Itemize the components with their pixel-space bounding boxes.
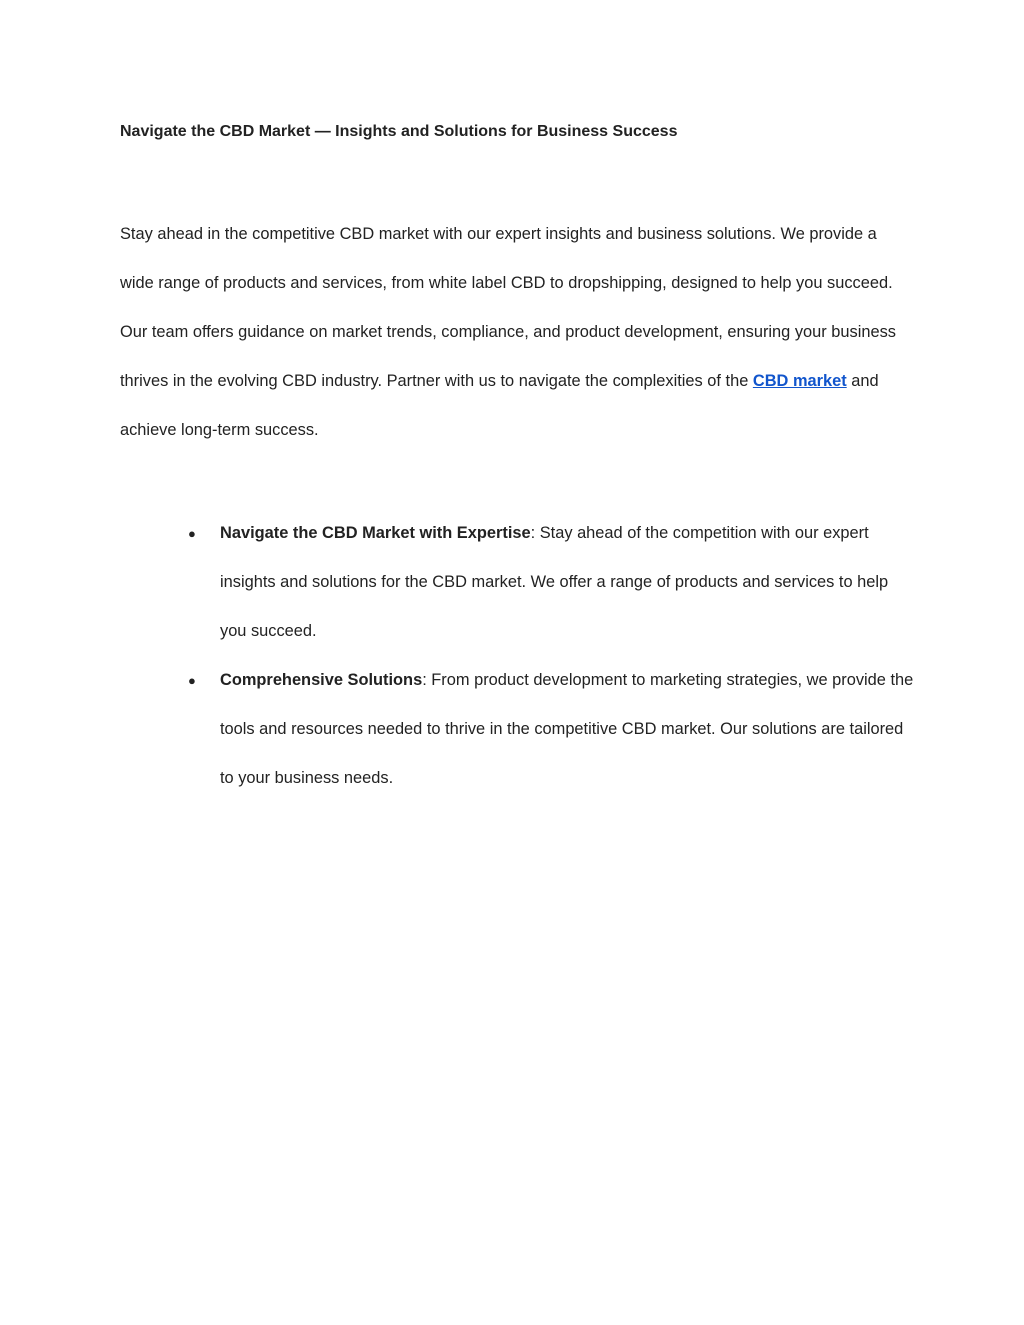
bullet-term: Comprehensive Solutions [220,671,423,689]
bullet-text: : Stay ahead of the competition with our expert insights and solutions for the CBD market. We offer a range of products and services to help you succeed. [220,524,889,640]
bullet-text: : From product development to marketing strategies, we provide the tools and resources needed to thrive in the competitive CBD market. Our solutions are tailored to your business needs. [220,671,914,787]
bullet-dot-icon: ● [188,673,196,688]
bullet-item-expertise [188,509,918,656]
cbd-market-link[interactable]: CBD market [752,372,847,390]
intro-paragraph [120,210,910,455]
intro-text-start: Stay ahead in the competitive CBD market with our expert insights and business solutions. We provide a wide range of products and services, from white label CBD to dropshipping, designed to help you succeed. Our team offers guidance on market trends, compliance, and product development, ensuring your business thrives in the evolving CBD industry. Partner with us to navigate the complexities of the [120,225,896,390]
document-title: Navigate the CBD Market — Insights and Solutions for Business Success [120,123,678,140]
bullet-list [188,509,918,803]
intro-text-end: and achieve long-term success. [120,372,879,439]
bullet-term: Navigate the CBD Market with Expertise [220,524,531,542]
bullet-item-solutions [188,656,918,803]
bullet-dot-icon: ● [188,526,196,541]
